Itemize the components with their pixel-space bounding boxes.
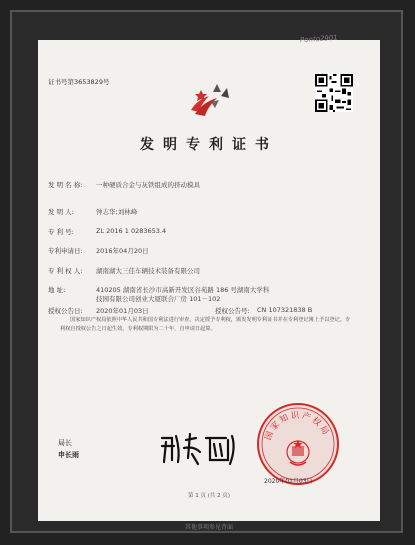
field-value-filing-date: 2016年04月20日 [96, 247, 149, 255]
certificate-paper [38, 33, 380, 521]
field-label-address: 地 址: [48, 286, 66, 294]
field-value-address-line2: 技园有限公司创业大厦联合厂房 101－102 [96, 295, 221, 303]
field-label-patent-number: 专 利 号: [48, 228, 74, 236]
grant-number-value: CN 107321838 B [257, 306, 313, 314]
seal-date: 2020年01月03日 [264, 478, 313, 485]
footer-note: 其他事项参见背面 [184, 524, 233, 531]
seal-text: 国家知识产权局 [263, 410, 332, 442]
field-value-patentee: 湖南湖大三佳车辆技术装备有限公司 [96, 267, 200, 275]
field-label-inventor: 发 明 人: [48, 208, 74, 216]
handwritten-note: Ponto2901 [299, 33, 339, 45]
grant-number-label: 授权公告号: [215, 307, 250, 315]
field-value-address-line1: 410205 湖南省长沙市高新开发区谷苑路 186 号湖南大学科 [96, 286, 270, 294]
field-value-invention-name: 一种硬质合金与灰铁组成的挤动模具 [96, 181, 200, 189]
field-value-inventor: 钟志华;刘林峰 [96, 208, 138, 216]
director-signature-icon [156, 428, 246, 468]
certificate-body-text: 国家知识产权局依照中华人民共和国专利法进行审查，决定授予专利权，颁发发明专利证书并在专利登记簿上予以登记。专利权自授权公告之日起生效。专利权期限为二十年，自申请日起算。 [60, 317, 351, 332]
qr-code-icon [315, 74, 353, 112]
director-title: 局长 [58, 439, 72, 447]
field-label-invention-name: 发 明 名 称: [48, 181, 83, 189]
grant-date-label: 授权公告日: [48, 307, 83, 315]
cnipa-emblem-icon [173, 78, 243, 120]
field-label-patentee: 专 利 权 人: [48, 267, 83, 275]
grant-date-value: 2020年01月03日 [96, 307, 149, 315]
field-value-patent-number: ZL 2016 1 0283653.4 [96, 227, 167, 235]
director-name: 申长雨 [58, 451, 79, 459]
official-seal-icon [256, 402, 340, 486]
certificate-number: 证书号第3653829号 [48, 78, 110, 86]
field-label-filing-date: 专利申请日: [48, 247, 83, 255]
certificate-title: 发明专利证书 [140, 137, 278, 153]
page-info: 第 1 页 (共 2 页) [187, 493, 231, 499]
